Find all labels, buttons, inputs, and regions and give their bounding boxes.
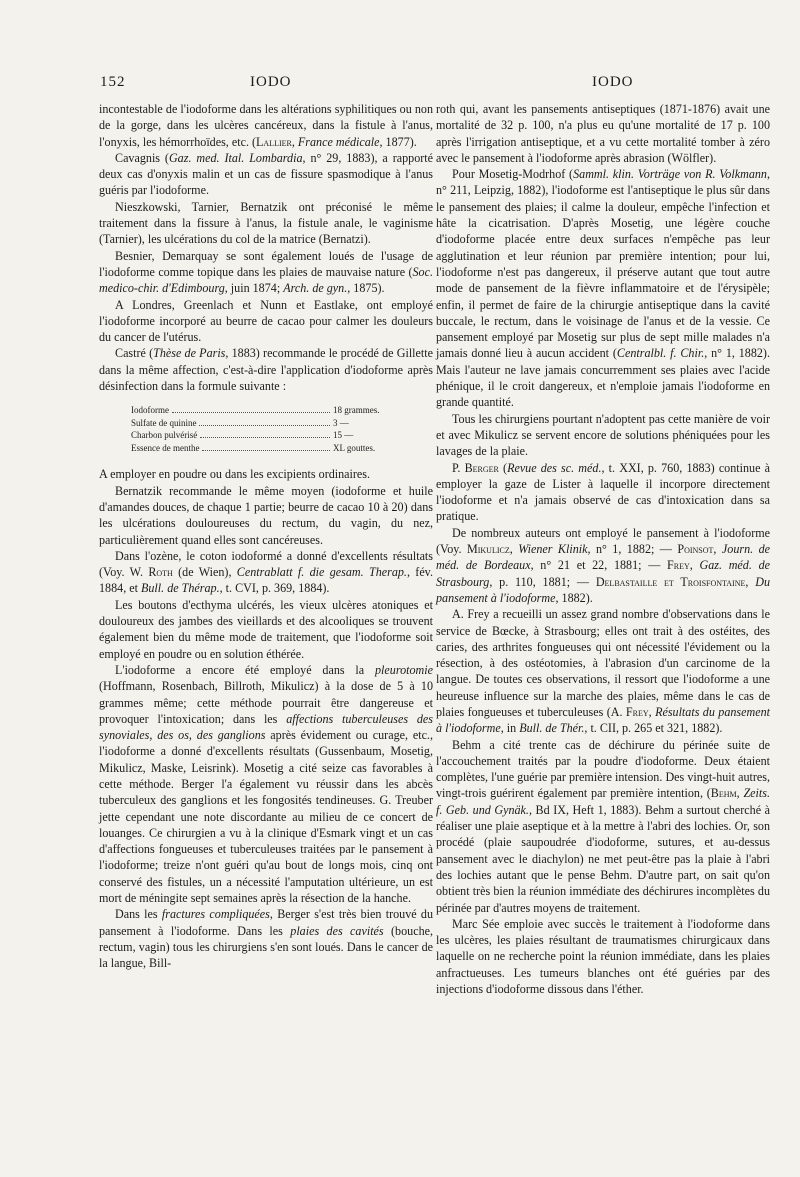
- paragraph: Pour Mosetig-Modrhof (Samml. klin. Vorträge von R. Volkmann, n° 211, Leipzig, 1882), l'iodoforme est l'antiseptique le plus sûr dans le pansement des plaies; il calme la douleur, empêche l'infection et hâte la cicatrisation. D'après Mosetig, une légère couche d'iodoforme placée entre deux surfaces n'empêche pas leur agglutination et leur réunion par première intention; pour lui, l'iodoforme n'est pas dangereux, il préserve autant que tout autre mode de pansement de la fièvre inflammatoire et de l'érysipèle; enfin, il permet de faire de la chirurgie antiseptique dans la cavité buccale, le rectum, dans le voisinage de l'anus et de la vessie. Ce pansement employé par Mosetig sur plus de sept mille malades n'a jamais donné lieu à aucun accident (Centralbl. f. Chir., n° 1, 1882). Mais l'auteur ne lave jamais concurremment ses plaies avec l'acide phénique, il le croit dangereux, et n'emploie jamais l'iodoforme en grande quantité.: [436, 167, 770, 410]
- formula-table: [131, 404, 407, 454]
- paragraph: A Londres, Greenlach et Nunn et Eastlake, ont employé l'iodoforme incorporé au beurre de cacao pour calmer les douleurs du cancer de l'utérus.: [99, 297, 433, 345]
- paragraph: A employer en poudre ou dans les excipients ordinaires.: [99, 467, 371, 482]
- paragraph: roth qui, avant les pansements antiseptiques (1871-1876) avait une mortalité de 32 p. 100, n'a plus eu qu'une mortalité de 17 p. 100 après l'irrigation antiseptique, et a vu cette mortalité tomber à zéro avec le pansement à l'iodoforme après abrasion (Wölfler).: [436, 102, 770, 165]
- formula-row: Essence de menthe XL gouttes.: [131, 442, 376, 453]
- running-title-right: IODO: [592, 74, 634, 90]
- running-title-left: IODO: [250, 74, 292, 90]
- paragraph: Dans les fractures compliquées, Berger s'est très bien trouvé du pansement à l'iodoforme. Dans les plaies des cavités (bouche, rectum, vagin) tous les chirurgiens s'en sont loués. Dans le cancer de la langue, Bill-: [99, 907, 434, 971]
- paragraph: P. Berger (Revue des sc. méd., t. XXI, p. 760, 1883) continue à employer la gaze de Lister à laquelle il incorpore directement l'iodoforme et n'a jamais observé de cas d'intoxication dans sa pratique.: [436, 460, 770, 524]
- formula-row: Charbon pulvérisé 15 —: [131, 430, 354, 441]
- paragraph: Castré (Thèse de Paris, 1883) recommande le procédé de Gillette dans la même affection, c'est-à-dire l'application d'iodoforme après désinfection dans la formule suivante :: [99, 346, 433, 394]
- right-column: [436, 101, 770, 997]
- paragraph: A. Frey a recueilli un assez grand nombre d'observations dans le service de Bœcke, à Strasbourg; elles ont trait à des ostéites, des caries, des arthrites fongueuses qui ont nécessité l'évidement ou la résection, à des ostéotomies, à l'abrasion d'un carcinome de la langue. De toutes ces observations, il ressort que l'iodoforme a une heureuse influence sur la marche des plaies, même dans le cas de plaies fongueuses et tuberculeuses (A. Frey, Résultats du pansement à l'iodoforme, in Bull. de Thér., t. CII, p. 265 et 321, 1882).: [436, 607, 770, 736]
- paragraph: Besnier, Demarquay se sont également loués de l'usage de l'iodoforme comme topique dans les plaies de mauvaise nature (Soc. medico-chir. d'Edimbourg, juin 1874; Arch. de gyn., 1875).: [99, 248, 433, 296]
- paragraph: Les boutons d'ecthyma ulcérés, les vieux ulcères atoniques et douloureux des jambes des vieillards et des alcooliques se trouvent également bien du même mode de traitement, que l'iodoforme soit employé en poudre ou en solution éthérée.: [99, 597, 433, 661]
- paragraph: Tous les chirurgiens pourtant n'adoptent pas cette manière de voir et avec Mikulicz se servent encore de solutions phéniquées pour les lavages de la plaie.: [436, 411, 770, 459]
- paragraph: Marc Sée emploie avec succès le traitement à l'iodoforme dans les ulcères, les plaies résultant de traumatismes chirurgicaux dans laquelle on ne recherche point la réunion immédiate, dans les plaies anfractueuses. Les tumeurs blanches ont été guéries par des injections d'iodoforme dissous dans l'éther.: [436, 916, 770, 997]
- left-column: [99, 101, 433, 972]
- paragraph: incontestable de l'iodoforme dans les altérations syphilitiques ou non de la gorge, dans les ulcères cancéreux, dans la fistule à l'anus, l'onyxis, les hémorrhoïdes, etc. (Lallier, France médicale, 1877).: [99, 102, 433, 149]
- paragraph: Dans l'ozène, le coton iodoformé a donné d'excellents résultats (Voy. W. Roth (de Wien), Centrablatt f. die gesam. Therap., fév. 1884, et Bull. de Thérap., t. CVI, p. 369, 1884).: [99, 548, 433, 596]
- paragraph: Nieszkowski, Tarnier, Bernatzik ont préconisé le même traitement dans la fissure à l'anus, la fistule anale, le vaginisme (Tarnier), les ulcérations du col de la matrice (Bernatzi).: [99, 199, 433, 247]
- paragraph: De nombreux auteurs ont employé le pansement à l'iodoforme (Voy. Mikulicz, Wiener Klinik, n° 1, 1882; — Poinsot, Journ. de méd. de Bordeaux, n° 21 et 22, 1881; — Frey, Gaz. méd. de Strasbourg, p. 110, 1881; — Delbastaille et Troisfontaine, Du pansement à l'iodoforme, 1882).: [436, 525, 771, 605]
- page-number: 152: [100, 74, 126, 90]
- paragraph: Behm a cité trente cas de déchirure du périnée suite de l'accouchement traités par la poudre d'iodoforme. Deux étaient complètes, l'une guérie par première intension. Des vingt-huit autres, vingt-trois guérirent également par première intention, (Behm, Zeits. f. Geb. und Gynäk., Bd IX, Heft 1, 1883). Behm a surtout cherché à réaliser une plaie aseptique et à la mettre à l'abri des lochies. Or, son procédé (plaie saupoudrée d'iodoforme, sutures, et au-dessus pansement avec le diachylon) ne met peut-être pas la plaie à l'abri des lochies autant que le pense Behm. D'autre part, on sait qu'on obtient très bien la réunion immédiate des déchirures incomplètes du périnée par d'autres moyens de traitement.: [436, 737, 771, 915]
- paragraph: Cavagnis (Gaz. med. Ital. Lombardia, n° 29, 1883), a rapporté deux cas d'onyxis malin et un cas de fissure spasmodique à l'anus guéris par l'iodoforme.: [99, 150, 433, 198]
- formula-row: Sulfate de quinine 3 —: [131, 417, 349, 428]
- formula-row: Iodoforme 18 grammes.: [131, 405, 380, 416]
- running-header: [100, 74, 760, 94]
- paragraph: L'iodoforme a encore été employé dans la pleurotomie (Hoffmann, Rosenbach, Billroth, Mikulicz) à la dose de 5 à 10 grammes même; cette méthode pourrait être dangereuse et provoquer l'intoxication; dans les affections tuberculeuses des synoviales, des os, des ganglions après évidement ou curage, etc., l'iodoforme a donné d'excellents résultats (Gussenbaum, Mosetig, Mikulicz, Maske, Leisrink). Mosetig a cité seize cas favorables à cette méthode. Berger l'a également vu réussir dans les abcès tuberculeux des ganglions et les fongosités tendineuses. G. Treuber jette cependant une note discordante au milieu de ce concert de louanges. Ce chirurgien a vu à la clinique d'Esmark vingt et un cas d'affections fongueuses et tuberculeuses traitées par le pansement à l'iodoforme; treize n'ont guéri qu'au bout de longs mois, cinq ont conservé des fistules, un a nécessité l'amputation ultérieure, un est mort de méningite sept semaines après la résection de la hanche.: [99, 662, 433, 906]
- paragraph: Bernatzik recommande le même moyen (iodoforme et huile d'amandes douces, de chaque 1 partie; beurre de cacao 10 à 20) dans les ulcérations douloureuses du rectum, du vagin, du nez, particulièrement quand elles sont cancéreuses.: [99, 483, 433, 547]
